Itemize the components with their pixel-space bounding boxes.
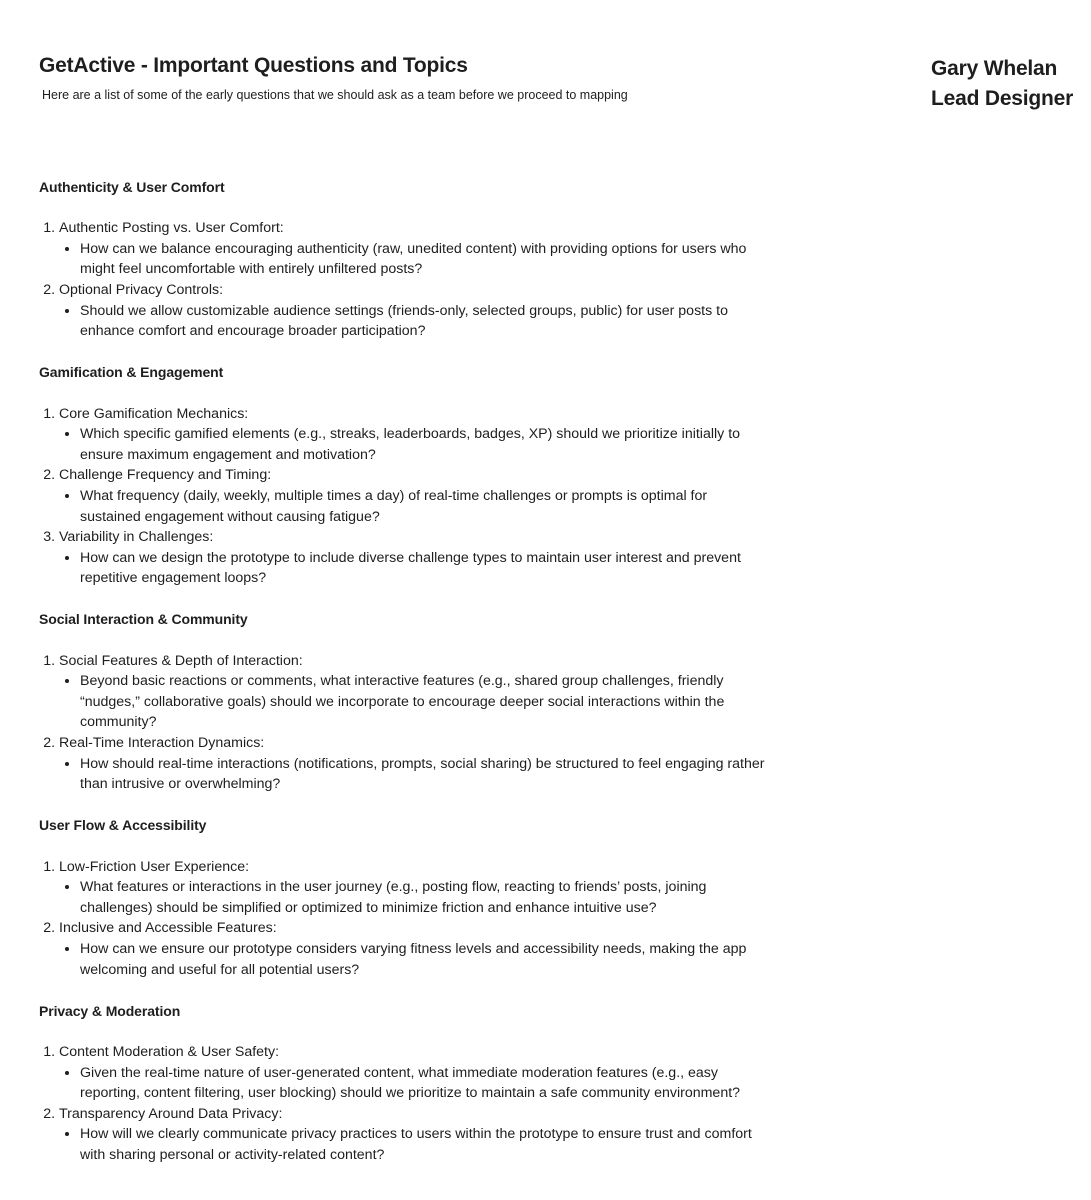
- question-list: [39, 218, 769, 342]
- topic-section: [39, 1001, 769, 1166]
- question-detail: • Given the real-time nature of user-generated content, what immediate moderation features (e.g., easy reporting, content filtering, user blocking) should we prioritize to maintain a safe community environment?: [80, 1063, 769, 1104]
- topic-section: [39, 362, 769, 589]
- question-title: Authentic Posting vs. User Comfort:: [59, 220, 284, 237]
- section-heading: Authenticity & User Comfort: [39, 179, 225, 195]
- topic-section: [39, 177, 769, 342]
- question-detail: • How can we balance encouraging authenticity (raw, unedited content) with providing options for users who might feel uncomfortable with entirely unfiltered posts?: [80, 239, 769, 280]
- question-detail: • What features or interactions in the user journey (e.g., posting flow, reacting to friends’ posts, joining challenges) should be simplified or optimized to minimize friction and enhance intuitive use?: [80, 877, 769, 918]
- question-title: Content Moderation & User Safety:: [59, 1043, 280, 1060]
- question-title: Core Gamification Mechanics:: [59, 405, 249, 422]
- question-item: [59, 1042, 769, 1104]
- question-title: Real-Time Interaction Dynamics:: [59, 735, 265, 752]
- question-title: Challenge Frequency and Timing:: [59, 467, 272, 484]
- page-subtitle: Here are a list of some of the early questions that we should ask as a team before we proceed to mapping: [42, 88, 628, 102]
- question-item: [59, 1104, 769, 1166]
- section-heading: Privacy & Moderation: [39, 1002, 181, 1019]
- question-detail-list: [59, 1124, 769, 1165]
- question-sections: [39, 177, 769, 1186]
- question-detail-list: [59, 671, 769, 733]
- question-title: Variability in Challenges:: [59, 529, 214, 546]
- question-detail-list: [59, 548, 769, 589]
- question-detail: • How can we design the prototype to include diverse challenge types to maintain user interest and prevent repetitive engagement loops?: [80, 548, 769, 589]
- question-item: [59, 918, 769, 980]
- question-title: Low-Friction User Experience:: [59, 858, 250, 875]
- question-item: [59, 857, 769, 919]
- question-detail: • Should we allow customizable audience settings (friends-only, selected groups, public) for user posts to enhance comfort and encourage broader participation?: [80, 301, 769, 342]
- question-title: Inclusive and Accessible Features:: [59, 920, 277, 937]
- question-detail: • Which specific gamified elements (e.g., streaks, leaderboards, badges, XP) should we prioritize initially to ensure maximum engagement and motivation?: [80, 424, 769, 465]
- author-role: Lead Designer: [931, 87, 1074, 110]
- question-detail-list: [59, 939, 769, 980]
- question-detail: • How should real-time interactions (notifications, prompts, social sharing) be structured to feel engaging rather than intrusive or overwhelming?: [80, 754, 769, 795]
- topic-section: [39, 815, 769, 980]
- question-item: [59, 404, 769, 466]
- question-list: [39, 651, 769, 795]
- question-item: [59, 218, 769, 280]
- page-title: GetActive - Important Questions and Topics: [39, 54, 468, 77]
- question-title: Social Features & Depth of Interaction:: [59, 652, 303, 669]
- author-block: [931, 54, 1073, 114]
- question-item: [59, 465, 769, 527]
- question-item: [59, 651, 769, 733]
- question-detail-list: [59, 424, 769, 465]
- section-heading: Gamification & Engagement: [39, 364, 224, 381]
- author-name: Gary Whelan: [931, 57, 1058, 80]
- question-title: Optional Privacy Controls:: [59, 281, 224, 298]
- question-item: [59, 527, 769, 589]
- question-detail-list: [59, 1063, 769, 1104]
- question-detail: • Beyond basic reactions or comments, what interactive features (e.g., shared group challenges, friendly “nudges,” collaborative goals) should we incorporate to encourage deeper social interactions within the community?: [80, 671, 769, 733]
- section-heading: User Flow & Accessibility: [39, 817, 207, 834]
- question-list: [39, 857, 769, 981]
- question-list: [39, 1042, 769, 1166]
- question-detail-list: [59, 754, 769, 795]
- question-item: [59, 733, 769, 795]
- question-detail-list: [59, 301, 769, 342]
- question-title: Transparency Around Data Privacy:: [59, 1105, 283, 1122]
- question-detail: • What frequency (daily, weekly, multiple times a day) of real-time challenges or prompts is optimal for sustained engagement without causing fatigue?: [80, 486, 769, 527]
- question-detail-list: [59, 486, 769, 527]
- question-detail: • How can we ensure our prototype considers varying fitness levels and accessibility needs, making the app welcoming and useful for all potential users?: [80, 939, 769, 980]
- question-item: [59, 280, 769, 342]
- question-list: [39, 404, 769, 589]
- question-detail-list: [59, 239, 769, 280]
- topic-section: [39, 609, 769, 794]
- section-heading: Social Interaction & Community: [39, 611, 248, 628]
- question-detail: • How will we clearly communicate privacy practices to users within the prototype to ensure trust and comfort with sharing personal or activity-related content?: [80, 1124, 769, 1165]
- question-detail-list: [59, 877, 769, 918]
